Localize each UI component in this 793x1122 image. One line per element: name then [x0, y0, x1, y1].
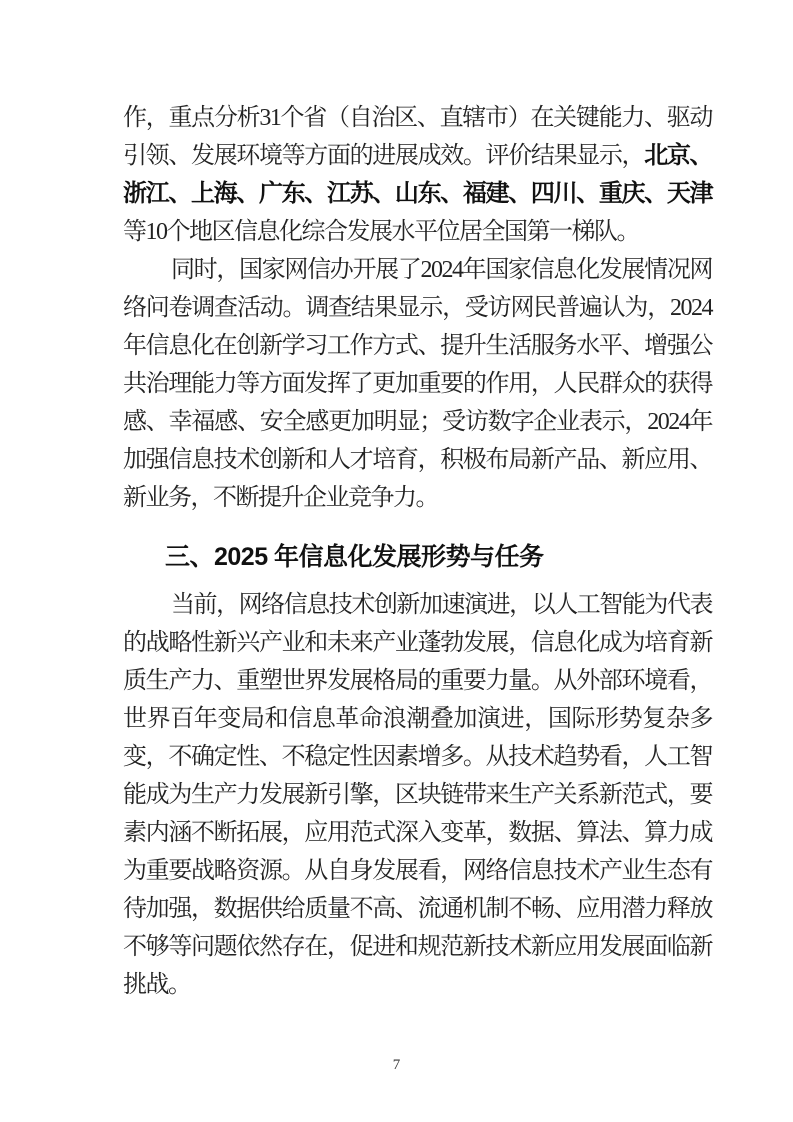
text-line [123, 852, 712, 890]
text-column [123, 99, 712, 1004]
text-run: 共治理能力等方面发挥了更加重要的作用，人民群众的获得 [123, 371, 712, 397]
text-line [123, 624, 712, 662]
text-run: 待加强，数据供给质量不高、流通机制不畅、应用潜力释放 [123, 896, 712, 922]
text-run: 变，不确定性、不稳定性因素增多。从技术趋势看，人工智 [123, 744, 712, 770]
text-line [123, 327, 712, 365]
text-line [123, 99, 712, 137]
text-run: 当前，网络信息技术创新加速演进，以人工智能为代表 [171, 592, 712, 618]
text-line [123, 966, 712, 1004]
text-run: 加强信息技术创新和人才培育，积极布局新产品、新应用、 [123, 447, 712, 473]
text-line [123, 213, 712, 251]
text-run: 质生产力、重塑世界发展格局的重要力量。从外部环境看， [123, 668, 712, 694]
text-run: 引领、发展环境等方面的进展成效。评价结果显示， [123, 143, 645, 169]
text-line [123, 700, 712, 738]
section-heading [123, 538, 712, 576]
text-line [123, 738, 712, 776]
text-line [123, 662, 712, 700]
text-line [123, 289, 712, 327]
page-number: 7 [392, 1057, 401, 1073]
text-run: 能成为生产力发展新引擎，区块链带来生产关系新范式，要 [123, 782, 712, 808]
text-line [123, 175, 712, 213]
text-line [123, 137, 712, 175]
text-run: 为重要战略资源。从自身发展看，网络信息技术产业生态有 [123, 858, 712, 884]
emphasis-text: 北京、 [644, 142, 713, 169]
text-run: 新业务，不断提升企业竞争力。 [123, 485, 438, 511]
text-run: 不够等问题依然存在，促进和规范新技术新应用发展面临新 [123, 934, 712, 960]
text-run: 年信息化在创新学习工作方式、提升生活服务水平、增强公 [123, 333, 712, 359]
text-run: 素内涵不断拓展，应用范式深入变革，数据、算法、算力成 [123, 820, 712, 846]
text-line [123, 403, 712, 441]
text-run: 等10个地区信息化综合发展水平位居全国第一梯队。 [123, 219, 639, 245]
text-run: 作，重点分析31个省（自治区、直辖市）在关键能力、驱动 [123, 105, 712, 131]
text-line [123, 251, 712, 289]
text-line [123, 814, 712, 852]
text-line [123, 928, 712, 966]
text-line [123, 776, 712, 814]
text-line [123, 441, 712, 479]
text-line [123, 365, 712, 403]
text-line [123, 479, 712, 517]
text-run: 同时，国家网信办开展了2024年国家信息化发展情况网 [171, 257, 712, 283]
emphasis-text: 三、2025 年信息化发展形势与任务 [165, 543, 544, 571]
text-run: 的战略性新兴产业和未来产业蓬勃发展，信息化成为培育新 [123, 630, 712, 656]
text-run: 世界百年变局和信息革命浪潮叠加演进，国际形势复杂多 [123, 706, 712, 732]
text-line [123, 586, 712, 624]
text-run: 感、幸福感、安全感更加明显；受访数字企业表示，2024年 [123, 409, 712, 435]
text-run: 挑战。 [123, 972, 191, 998]
emphasis-text: 浙江、上海、广东、江苏、山东、福建、四川、重庆、天津 [123, 180, 712, 207]
text-run: 络问卷调查活动。调查结果显示，受访网民普遍认为，2024 [123, 295, 712, 321]
text-line [123, 890, 712, 928]
